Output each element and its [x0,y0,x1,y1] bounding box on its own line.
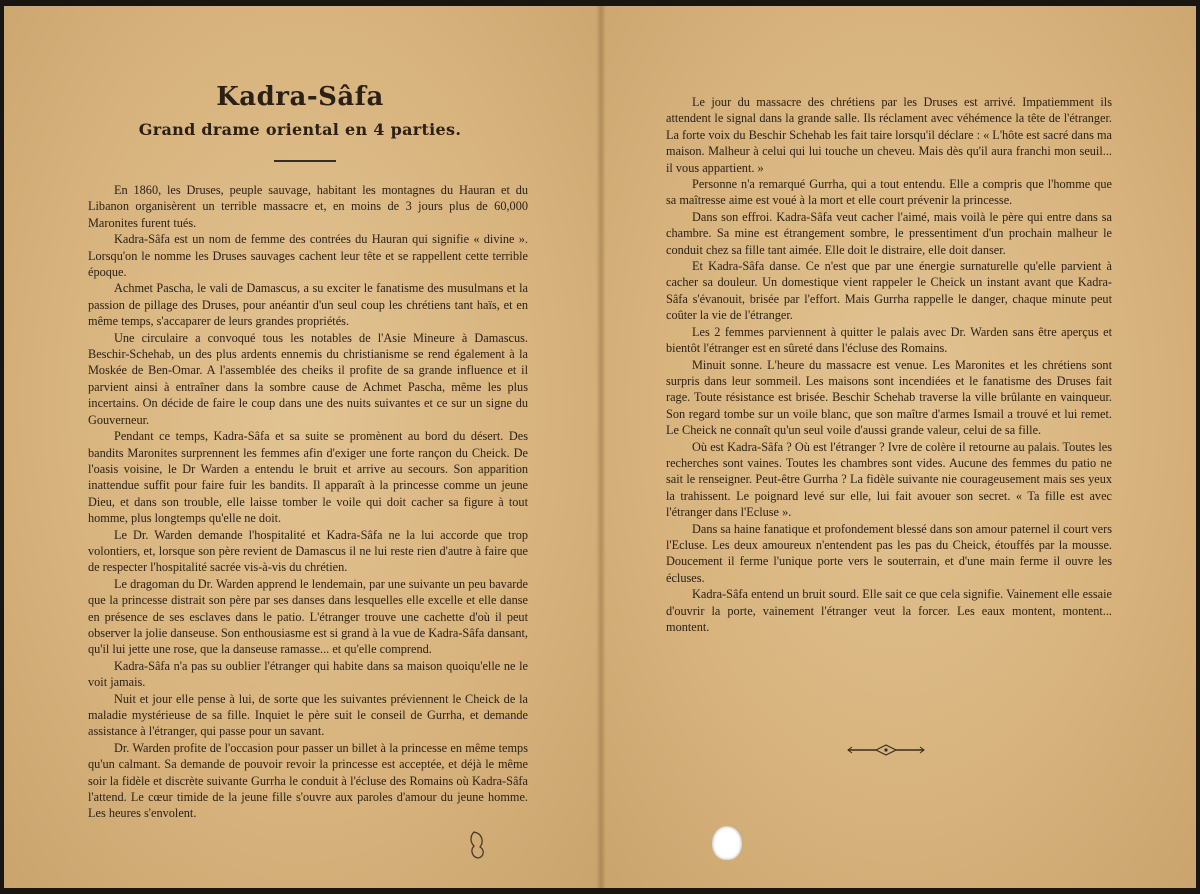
paragraph: Le dragoman du Dr. Warden apprend le lendemain, par une suivante un peu bavarde que la princesse distrait son père par ses danses dans lesquelles elle excelle et elle danse en présence de ses esclaves dans le patio. L'étranger trouve une cachette d'où il peut observer la jolie danseuse. Son enthousiasme est si grand à la vue de Kadra-Sâfa dansant, qu'il lui jette une rose, que la danseuse ramasse... et qu'elle comprend. [88,576,528,657]
page-title: Kadra-Sâfa [216,82,384,112]
title-divider [274,160,336,162]
paragraph: Le jour du massacre des chrétiens par les Druses est arrivé. Impatiemment ils attendent le signal dans la grande salle. Ils réclament avec véhémence la tête de l'étranger. La forte voix du Beschir Schehab les fait taire lorsqu'il déclare : « L'hôte est sacré dans ma maison. Malheur à celui qui lui touche un cheveu. Mais dès qu'il aura franchi mon seuil... il vous appartient. » [666,95,1112,175]
paragraph: Minuit sonne. L'heure du massacre est venue. Les Maronites et les chrétiens sont surpris dans leur sommeil. Les maisons sont incendiées et le fanatisme des Druses fait rage. Toute résistance est brisée. Beschir Schehab traverse la ville brûlante en vainqueur. Son regard tombe sur un voile blanc, que son maître d'armes Ismail a trouvé et lui remet. Le Cheick ne connaît qu'un seul voile d'aussi grande valeur, celui de sa fille. [666,357,1112,438]
paragraph: Le Dr. Warden demande l'hospitalité et Kadra-Sâfa ne la lui accorde que trop volontiers, et, lorsque son père revient de Damascus il ne lui reste rien d'autre à faire que de respecter l'hospitalité sacrée vis-à-vis du chrétien. [88,527,528,575]
paragraph: Achmet Pascha, le vali de Damascus, a su exciter le fanatisme des musulmans et la passion de pillage des Druses, pour anéantir d'un seul coup les chrétiens tant haïs, et en même temps, s'accaparer de leurs grandes propriétés. [88,281,528,329]
ink-stain-icon [466,830,488,860]
paragraph: Kadra-Sâfa n'a pas su oublier l'étranger qui habite dans sa maison quoiqu'elle ne le voit jamais. [88,658,528,690]
paragraph: Kadra-Sâfa est un nom de femme des contrées du Hauran qui signifie « divine ». Lorsqu'on le nomme les Druses sauvages cachent leur tête et se rappellent cette terrible époque. [88,232,528,280]
paragraph: Une circulaire a convoqué tous les notables de l'Asie Mineure à Damascus. Beschir-Schehab, un des plus ardents ennemis du christianisme se rend également à la Moskée de Ben-Omar. A l'assemblée des cheiks il profite de sa grande influence et il parvient ainsi à entraîner dans la sombre cause de Achmet Pascha, même les plus incertains. On décide de faire le coup dans une des nuits suivantes et ce sur un signe du Gouverneur. [88,330,528,427]
paragraph: Personne n'a remarqué Gurrha, qui a tout entendu. Elle a compris que l'homme que sa maîtresse aime est voué à la mort et elle court prévenir la princesse. [666,177,1112,208]
paragraph: Nuit et jour elle pense à lui, de sorte que les suivantes préviennent le Cheick de la maladie mystérieuse de sa fille. Inquiet le père suit le conseil de Gurrha, et demande assistance à l'étranger, qui passe pour un savant. [88,691,528,739]
paragraph: Dans sa haine fanatique et profondement blessé dans son amour paternel il court vers l'Ecluse. Les deux amoureux n'entendent pas les pas du Cheick, étouffés par la mousse. Doucement il ferme l'unique porte vers le souterrain, et d'une main ferme il ouvre les écluses. [666,521,1112,585]
left-page-text [88,182,528,822]
paragraph: Pendant ce temps, Kadra-Sâfa et sa suite se promènent au bord du désert. Des bandits Maronites surprennent les femmes afin d'exiger une forte rançon du Cheick. De l'oasis voisine, le Dr Warden a entendu le bruit et arrive au secours. Son apparition inattendue suffit pour faire fuir les bandits. Il apparaît à la princesse comme un jeune Dieu, et dans son trouble, elle laisse tomber le voile qui doit cacher sa figure à tout homme, plus longtemps qu'elle ne doit. [88,429,528,526]
paragraph: Kadra-Sâfa entend un bruit sourd. Elle sait ce que cela signifie. Vainement elle essaie d'ouvrir la porte, vainement l'étranger veut la forcer. Les eaux montent, montent... montent. [666,587,1112,634]
paragraph: Dans son effroi. Kadra-Sâfa veut cacher l'aimé, mais voilà le père qui entre dans sa chambre. Sa mine est étrangement sombre, le pressentiment d'un prochain malheur le conduit chez sa fille tant aimée. Elle doit le distraire, elle doit danser. [666,209,1112,257]
page-subtitle: Grand drame oriental en 4 parties. [138,120,462,139]
paragraph: Où est Kadra-Sâfa ? Où est l'étranger ? Ivre de colère il retourne au palais. Toutes les recherches sont vaines. Toutes les chambres sont vides. Aucune des femmes du patio ne sait le renseigner. Peut-être Gurrha ? La fidèle suivante nie courageusement mais ses yeux la trahissent. Le poignard levé sur elle, lui fait avouer son secret. « Ta fille est avec l'étranger dans l'Ecluse ». [666,439,1112,520]
paragraph: Dr. Warden profite de l'occasion pour passer un billet à la princesse en même temps qu'un calmant. Sa demande de pouvoir revoir la princesse est acceptée, et déjà le même soir la fidèle et discrète suivante Gurrha le conduit à l'écluse des Romains où Kadra-Sâfa l'attend. Le cœur timide de la jeune fille s'ouvre aux paroles d'amour du jeune homme. Les heures s'envolent. [88,740,528,821]
paragraph: En 1860, les Druses, peuple sauvage, habitant les montagnes du Hauran et du Libanon organisèrent un terrible massacre et, en moins de 3 jours plus de 60,000 Maronites furent tués. [88,183,528,230]
end-ornament-icon [846,743,926,757]
staple-hole [712,826,742,860]
paragraph: Les 2 femmes parviennent à quitter le palais avec Dr. Warden sans être aperçus et bientôt l'étranger est en sûreté dans l'écluse des Romains. [666,324,1112,356]
right-page-text [666,94,1112,635]
paragraph: Et Kadra-Sâfa danse. Ce n'est que par une énergie surnaturelle qu'elle parvient à cacher sa douleur. Un domestique vient rappeler le Cheick un instant avant que Kadra-Sâfa s'évanouit, brisée par l'effort. Mais Gurrha rappelle le danger, chaque minute peut coûter la vie de l'étranger. [666,259,1112,323]
